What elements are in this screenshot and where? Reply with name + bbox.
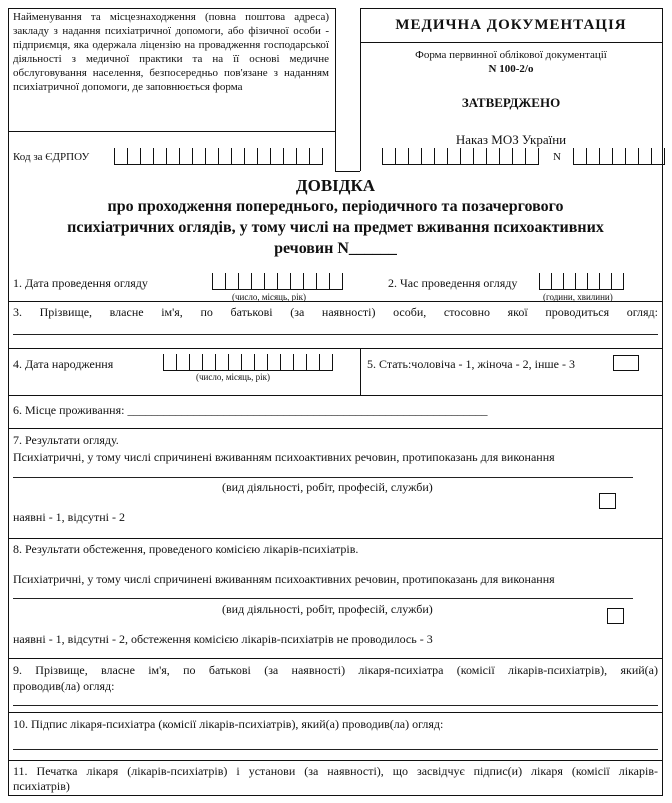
header-left-rule — [8, 131, 335, 132]
person-name-line[interactable] — [13, 334, 658, 335]
row-rule-1 — [8, 301, 663, 302]
order-date-cells[interactable] — [382, 148, 539, 165]
top-border — [8, 8, 335, 9]
exam-activity-hint: (вид діяльності, робіт, професій, служби) — [222, 480, 433, 494]
exam-activity-line[interactable] — [13, 477, 633, 478]
exam-time-hint: (години, хвилини) — [543, 292, 613, 302]
header-bottom-rule — [335, 171, 360, 172]
psychiatrist-name-line[interactable] — [13, 705, 658, 706]
exam-results-text: Психіатричні, у тому числі спричинені вживанням психоактивних речовин, протипоказань для виконання — [13, 450, 555, 464]
residence-label[interactable]: 6. Місце проживання: ____________________________________________________________ — [13, 403, 488, 417]
sex-label: 5. Стать:чоловіча - 1, жіноча - 2, інше - 3 — [367, 357, 575, 371]
birth-date-cells[interactable] — [163, 354, 333, 371]
order-number-label: N — [553, 151, 561, 163]
commission-results-text: Психіатричні, у тому числі спричинені вживанням психоактивних речовин, протипоказань для виконання — [13, 572, 555, 586]
signature-line[interactable] — [13, 749, 658, 750]
exam-result-box[interactable] — [599, 493, 616, 509]
bottom-border — [8, 795, 663, 796]
certificate-subtitle-line3: речовин N______ — [274, 240, 397, 257]
commission-result-box[interactable] — [607, 608, 624, 624]
row-rule-4 — [8, 428, 663, 429]
order-number-cells[interactable] — [573, 148, 665, 165]
row-rule-8 — [8, 760, 663, 761]
certificate-title: ДОВІДКА — [295, 176, 376, 195]
person-name-label: 3. Прізвище, власне ім'я, по батькові (за наявності) особи, стосовно якої проводиться огляд: — [13, 305, 658, 319]
edrpou-label: Код за ЄДРПОУ — [13, 151, 90, 163]
psychiatrist-name-label: 9. Прізвище, власне ім'я, по батькові (за наявності) лікаря-психіатра (комісії лікарів-психіатрів), який(а) — [13, 663, 658, 677]
left-border — [8, 8, 9, 795]
edrpou-code-cells[interactable] — [114, 148, 323, 165]
row-rule-7 — [8, 712, 663, 713]
top-border-right — [360, 8, 662, 9]
commission-activity-line[interactable] — [13, 598, 633, 599]
signature-label: 10. Підпис лікаря-психіатра (комісії лікарів-психіатрів), який(а) проводив(ла) огляд: — [13, 717, 444, 731]
sex-box[interactable] — [613, 355, 639, 371]
row-rule-3 — [8, 395, 663, 396]
form-type-line: Форма первинної облікової документації — [415, 49, 607, 61]
row-rule-5 — [8, 538, 663, 539]
birth-date-label: 4. Дата народження — [13, 357, 114, 371]
commission-result-codes: наявні - 1, відсутні - 2, обстеження комісією лікарів-психіатрів не проводилось - 3 — [13, 632, 433, 646]
right-border — [662, 8, 663, 795]
exam-results-label: 7. Результати огляду. — [13, 433, 119, 447]
seal-label: 11. Печатка лікаря (лікарів-психіатрів) і установи (за наявності), що засвідчує підпис(и) лікаря (комісії лікарів- — [13, 764, 658, 778]
form-number: N 100-2/о — [488, 63, 534, 75]
row4-divider — [360, 349, 361, 395]
commission-activity-hint: (вид діяльності, робіт, професій, служби) — [222, 602, 433, 616]
exam-date-label: 1. Дата проведення огляду — [13, 276, 148, 290]
row-rule-2 — [8, 348, 663, 349]
commission-results-label: 8. Результати обстеження, проведеного комісією лікарів-психіатрів. — [13, 542, 359, 556]
row-rule-6 — [8, 658, 663, 659]
psychiatrist-name-label-cont: проводив(ла) огляд: — [13, 679, 115, 693]
institution-description: Найменування та місцезнаходження (повна поштова адреса) закладу з надання психіатричної допомоги, або фізичної особи - підприємця, яка одержала ліцензію на провадження господарської діяльності з медичної практики та на її основі медичне обслуговування населення, безпосередньо пов'язане з наданням психіатричної допомоги, де заповнюється форма — [13, 11, 329, 93]
medical-documentation-title: МЕДИЧНА ДОКУМЕНТАЦІЯ — [395, 17, 627, 33]
birth-date-hint: (число, місяць, рік) — [196, 372, 270, 382]
seal-label-cont: психіатрів) — [13, 779, 70, 793]
order-label: Наказ МОЗ України — [455, 132, 567, 147]
certificate-subtitle-line1: про проходження попереднього, періодичного та позачергового — [107, 198, 564, 215]
exam-time-label: 2. Час проведення огляду — [388, 276, 518, 290]
certificate-subtitle-line2: психіатричних оглядів, у тому числі на предмет вживання психоактивних — [67, 219, 604, 236]
header-right-rule — [360, 42, 662, 43]
exam-date-hint: (число, місяць, рік) — [232, 292, 306, 302]
approved-label: ЗАТВЕРДЖЕНО — [461, 95, 561, 110]
exam-result-codes: наявні - 1, відсутні - 2 — [13, 510, 125, 524]
exam-date-cells[interactable] — [212, 273, 343, 290]
header-left-divider — [335, 8, 336, 171]
exam-time-cells[interactable] — [539, 273, 624, 290]
